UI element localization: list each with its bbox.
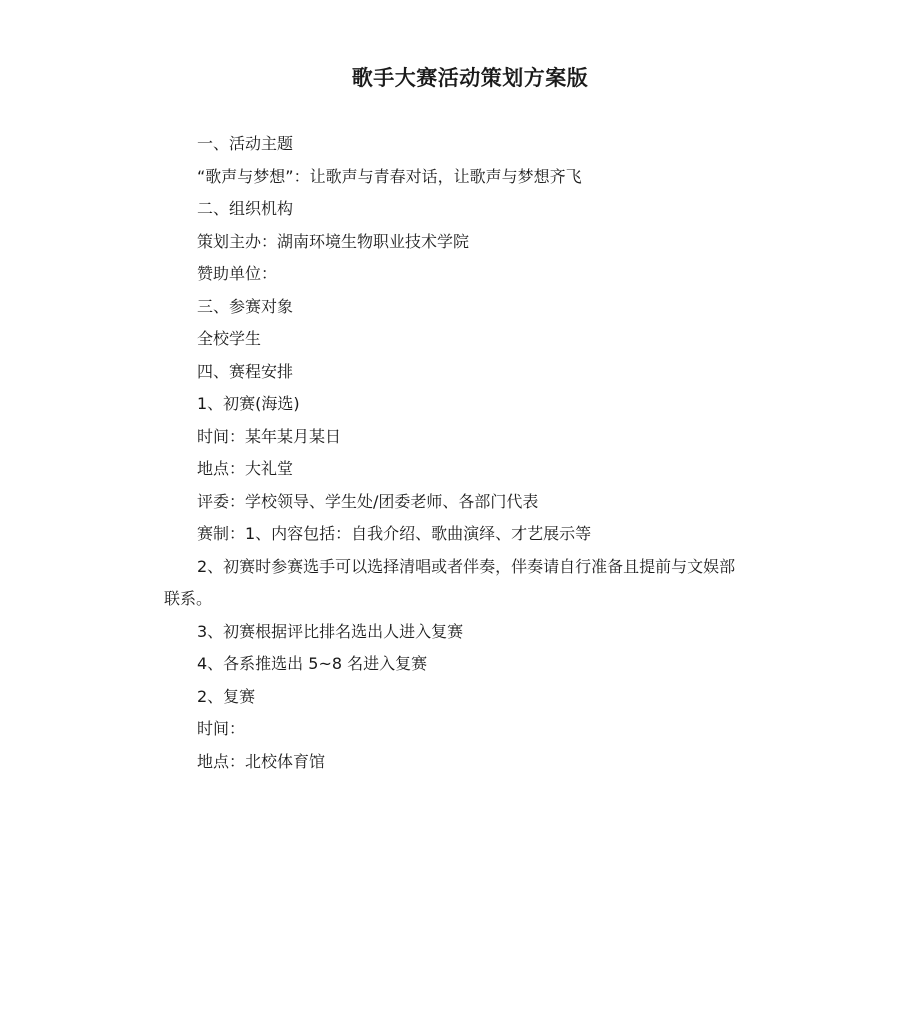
paragraph-sponsor: 赞助单位： [197,264,278,283]
paragraph-second-round-venue: 地点：北校体育馆 [197,751,326,771]
subheading-preliminary: 1、初赛(海选) [197,394,300,413]
section-heading-schedule: 四、赛程安排 [197,361,294,381]
paragraph-second-round-time: 时间： [197,719,246,738]
paragraph-format: 赛制：1、内容包括：自我介绍、歌曲演绎、才艺展示等 [197,524,592,543]
paragraph-participants: 全校学生 [197,329,262,348]
paragraph-judges: 评委：学校领导、学生处/团委老师、各部门代表 [197,491,539,511]
document-title: 歌手大赛活动策划方案版 [351,66,589,90]
paragraph-preliminary-venue: 地点：大礼堂 [197,459,294,478]
section-heading-participants: 三、参赛对象 [197,296,294,316]
document-body [164,128,764,778]
paragraph-ranking: 3、初赛根据评比排名选出人进入复赛 [197,621,464,641]
paragraph-accompaniment-continued: 联系。 [164,589,213,608]
section-heading-organization: 二、组织机构 [197,199,294,218]
paragraph-preliminary-time: 时间：某年某月某日 [197,426,342,446]
paragraph-organizer: 策划主办：湖南环境生物职业技术学院 [197,231,470,251]
subheading-second-round: 2、复赛 [197,686,256,706]
section-heading-theme: 一、活动主题 [197,134,294,153]
paragraph-accompaniment: 2、初赛时参赛选手可以选择清唱或者伴奏，伴奏请自行准备且提前与文娱部 [197,556,736,576]
paragraph-department-selection: 4、各系推选出 5~8 名进入复赛 [197,654,428,673]
paragraph-theme: “歌声与梦想”：让歌声与青春对话，让歌声与梦想齐飞 [197,166,582,186]
